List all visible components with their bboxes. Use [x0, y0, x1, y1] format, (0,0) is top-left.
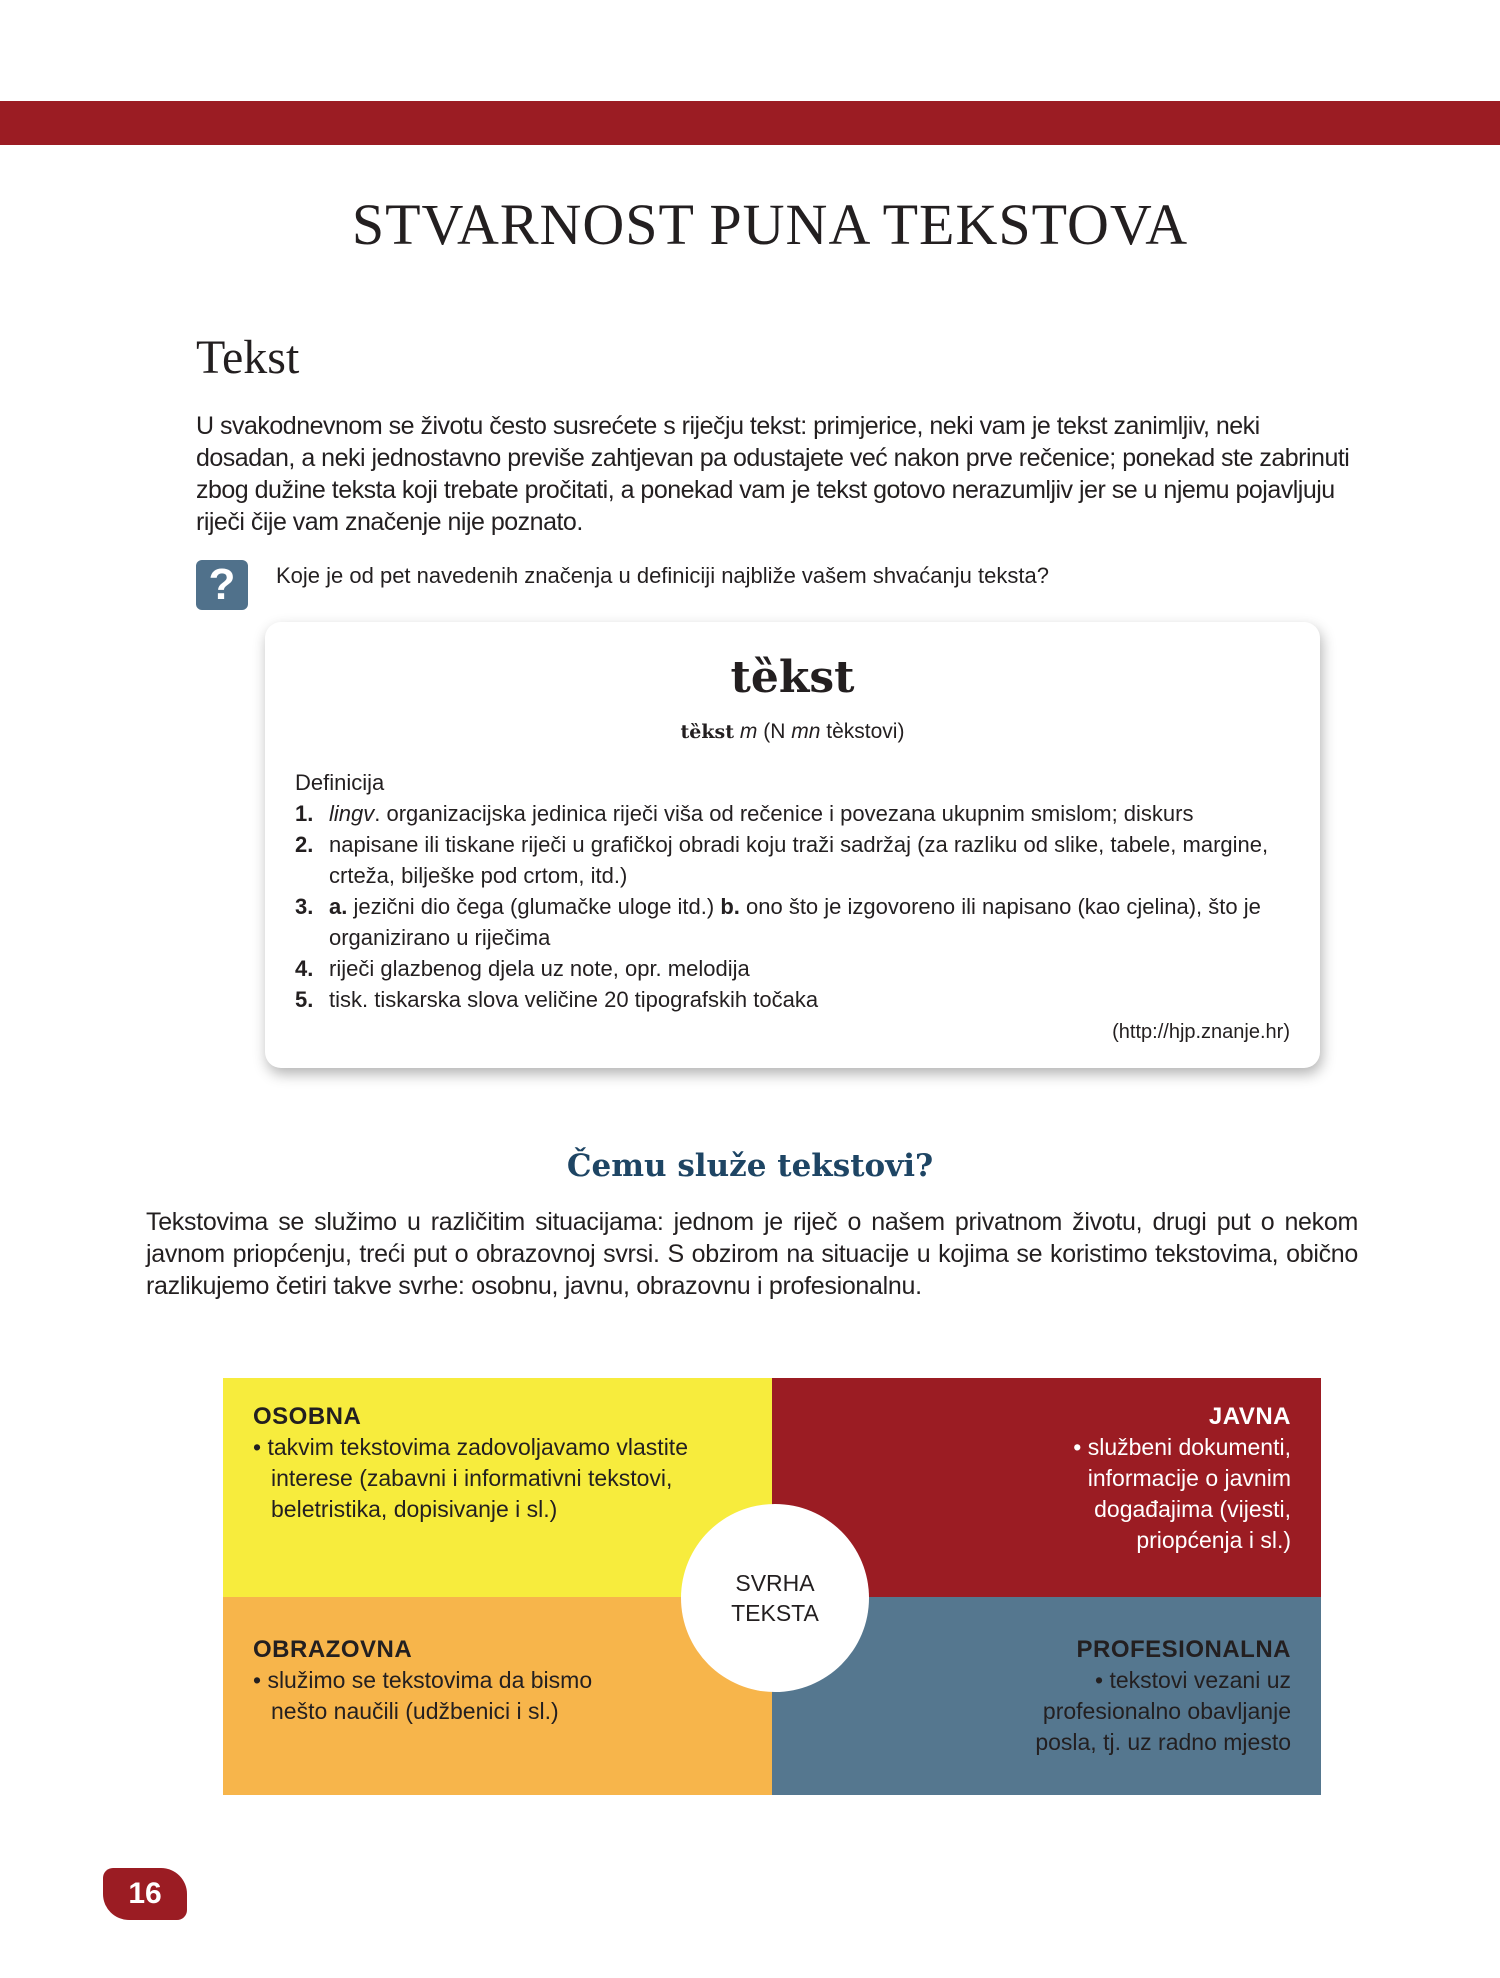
dictionary-grammar-line — [265, 718, 1320, 746]
definition-number: 4. — [295, 956, 314, 981]
definition-text: tisk. tiskarska slova veličine 20 tipografskih točaka — [329, 987, 819, 1012]
dictionary-card — [265, 622, 1320, 1068]
quadrant-text: • službeni dokumenti, informacije o javnim događajima (vijesti, priopćenja i sl.) — [1073, 1434, 1291, 1553]
top-banner — [0, 101, 1500, 145]
definition-text-b: ono što je izgovoreno ili napisano (kao cjelina), što je organizirano u riječima — [329, 894, 1261, 950]
definition-text: . organizacijska jedinica riječi viša od rečenice i povezana ukupnim smislom; diskurs — [374, 801, 1194, 826]
quadrant-text: • tekstovi vezani uz profesionalno obavljanje posla, tj. uz radno mjesto — [1035, 1667, 1291, 1755]
quadrant-title: OSOBNA — [253, 1403, 362, 1430]
quadrant-text: • takvim tekstovima zadovoljavamo vlastite interese (zabavni i informativni tekstovi, beletristika, dopisivanje i sl.) — [253, 1434, 688, 1522]
grammar-headword: tȅkst — [680, 721, 735, 743]
definition-number: 3. — [295, 894, 314, 919]
definition-label: Definicija — [295, 770, 385, 795]
quadrant-title: JAVNA — [1208, 1403, 1291, 1430]
definition-number: 2. — [295, 832, 314, 857]
purpose-center-circle — [681, 1504, 869, 1692]
purposes-paragraph: Tekstovima se služimo u različitim situacijama: jednom je riječ o našem privatnom životu, drugi put o nekom javnom priopćenju, treći put o obrazovnoj svrsi. S obzirom na situacije u kojima se koristimo tekstovima, obično razlikujemo četiri takve svrhe: osobnu, javnu, obrazovnu i profesionalnu. — [146, 1208, 1358, 1300]
quadrant-title: PROFESIONALNA — [1076, 1636, 1291, 1663]
definition-text-a: jezični dio čega (glumačke uloge itd.) — [347, 894, 721, 919]
purposes-heading: Čemu služe tekstovi? — [566, 1148, 934, 1184]
definition-number: 5. — [295, 987, 314, 1012]
definition-abbr: lingv — [329, 801, 375, 826]
intro-paragraph: U svakodnevnom se životu često susrećete s riječju tekst: primjerice, neki vam je tekst zanimljiv, neki dosadan, a neki jednostavno previše zahtjevan pa odustajete već nakon prve rečenice; ponekad ste zabrinuti zbog dužine teksta koji trebate pročitati, a ponekad vam je tekst gotovo nerazumljiv jer se u njemu pojavljuju riječi čije vam značenje nije poznato. — [196, 412, 1350, 536]
definition-item — [295, 984, 1295, 1015]
definition-item — [295, 798, 1295, 829]
definition-sub-b: b. — [720, 894, 740, 919]
grammar-gender: m — [739, 720, 758, 743]
dictionary-headword: tȅkst — [730, 652, 855, 703]
definition-text: napisane ili tiskane riječi u grafičkoj obradi koju traži sadržaj (za razliku od slike, tabele, margine, crteža, bilješke pod crtom, itd.) — [329, 832, 1269, 888]
quadrant-title: OBRAZOVNA — [253, 1636, 413, 1663]
question-icon: ? — [196, 560, 248, 610]
definition-item — [295, 829, 1295, 891]
question-text: Koje je od pet navedenih značenja u definiciji najbliže vašem shvaćanju teksta? — [276, 563, 1049, 588]
page-number: 16 — [103, 1868, 187, 1920]
quadrant-text: • služimo se tekstovima da bismo nešto naučili (udžbenici i sl.) — [253, 1667, 593, 1724]
grammar-plural: tèkstovi) — [826, 720, 905, 743]
grammar-plural-abbr: mn — [791, 720, 821, 743]
page-title: STVARNOST PUNA TEKSTOVA — [351, 192, 1189, 257]
grammar-paren: (N — [763, 720, 786, 743]
center-label-line1: SVRHA — [735, 1570, 815, 1596]
section-heading: Tekst — [196, 331, 300, 384]
definition-item — [295, 953, 1295, 984]
definition-list — [295, 798, 1295, 1015]
center-label-line2: TEKSTA — [731, 1600, 819, 1626]
definition-item — [295, 891, 1295, 953]
definition-text: riječi glazbenog djela uz note, opr. melodija — [329, 956, 750, 981]
definition-sub-a: a. — [329, 894, 348, 919]
source-citation: (http://hjp.znanje.hr) — [1112, 1021, 1290, 1043]
definition-number: 1. — [295, 801, 314, 826]
